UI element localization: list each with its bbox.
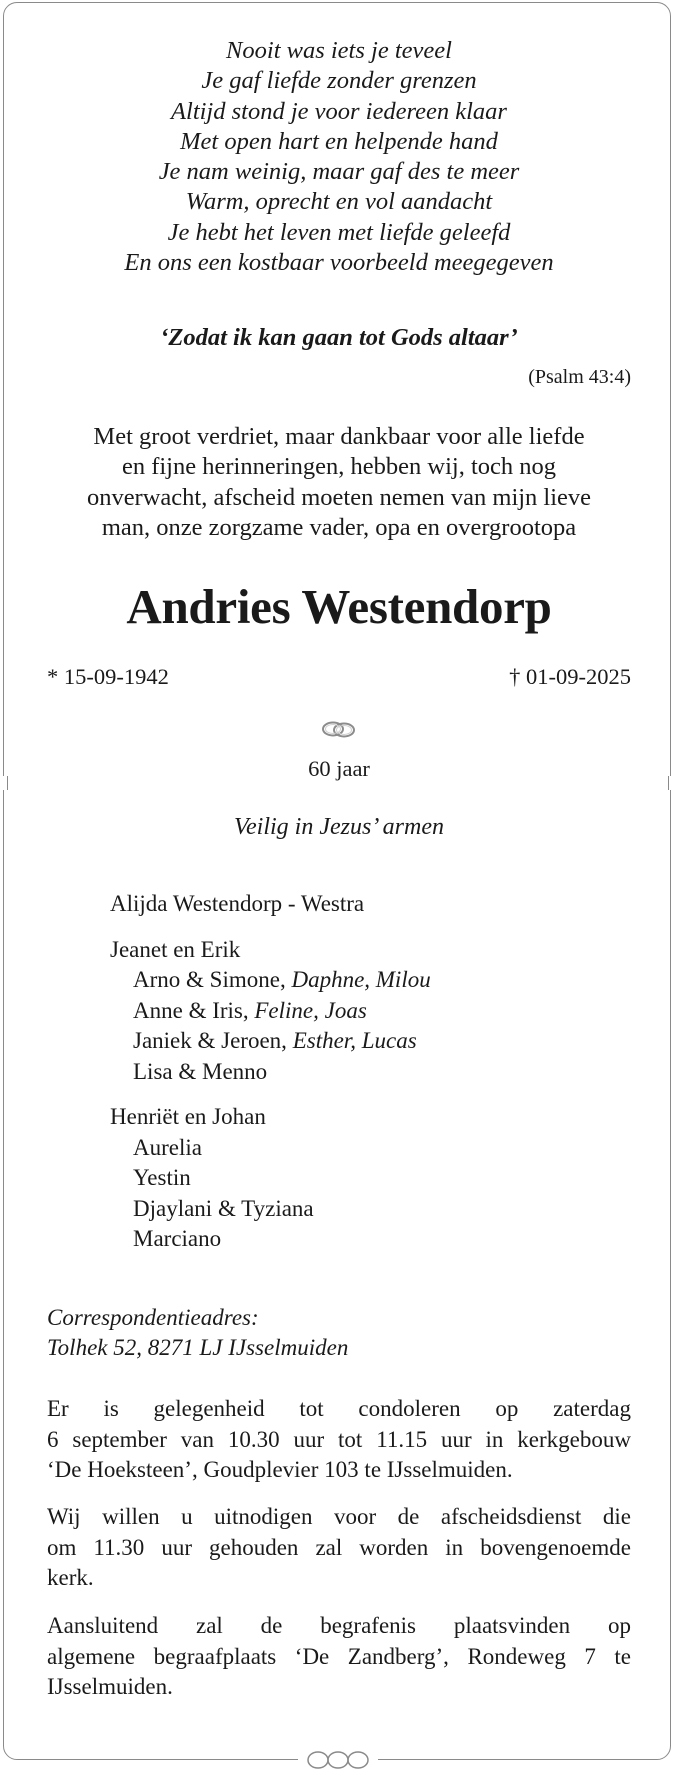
poem-line: Warm, oprecht en vol aandacht (185, 188, 493, 216)
family-list (110, 889, 431, 1255)
intro-line: man, onze zorgzame vader, opa en overgrootopa (101, 513, 577, 541)
correspondence-label: Correspondentieadres: (47, 1305, 259, 1330)
grandchild-couple: Janiek & Jeroen, (133, 1028, 293, 1053)
paragraph-line: 6 september van 10.30 uur tot 11.15 uur in kerkgebouw (47, 1426, 631, 1452)
poem-line: Je hebt het leven met liefde geleefd (167, 218, 511, 246)
intro-line: Met groot verdriet, maar dankbaar voor alle liefde (93, 423, 585, 450)
great-grandchildren: Daphne, Milou (291, 967, 431, 992)
grandchild-name: Marciano (133, 1226, 222, 1251)
wedding-rings-icon (317, 718, 361, 740)
poem-line: Je gaf liefde zonder grenzen (201, 67, 477, 95)
poem-line: Altijd stond je voor iedereen klaar (171, 97, 507, 125)
intro-line: onverwacht, afscheid moeten nemen van mijn lieve (86, 483, 592, 511)
grandchild-family (110, 996, 431, 1027)
paragraph-line: kerk. (47, 1565, 94, 1590)
poem-line: Je nam weinig, maar gaf des te meer (158, 158, 520, 186)
right-frame-notch (668, 776, 675, 790)
burial-paragraph (47, 1611, 631, 1703)
paragraph-line: om 11.30 uur gehouden zal worden in bovengenoemde (47, 1534, 631, 1560)
great-grandchildren: Esther, Lucas (292, 1028, 417, 1053)
death-date: † 01-09-2025 (509, 664, 631, 689)
faith-line: Veilig in Jezus’ armen (234, 814, 444, 840)
child-family-name: Henriët en Johan (110, 1104, 266, 1129)
grandchild-couple: Lisa & Menno (133, 1058, 268, 1084)
grandchild-couple: Anne & Iris, (133, 997, 255, 1023)
paragraph-line: Er is gelegenheid tot condoleren op zaterdag (47, 1396, 631, 1421)
poem-line: Met open hart en helpende hand (180, 127, 498, 155)
paragraph-line: IJsselmuiden. (47, 1674, 173, 1699)
spouse-name: Alijda Westendorp - Westra (110, 891, 365, 916)
years-married: 60 jaar (308, 756, 370, 781)
poem (47, 36, 631, 278)
birth-date: * 15-09-1942 (47, 664, 169, 689)
bible-quote-reference: (Psalm 43:4) (528, 366, 631, 388)
grandchild-family (110, 1026, 431, 1057)
intro-line: en fijne herinneringen, hebben wij, toch nog (121, 453, 557, 481)
grandchild-name: Aurelia (133, 1134, 202, 1160)
left-frame-notch (1, 776, 8, 790)
paragraph-line: ‘De Hoeksteen’, Goudplevier 103 te IJsselmuiden. (47, 1457, 513, 1482)
correspondence-street: Tolhek 52, 8271 LJ IJsselmuiden (47, 1335, 349, 1360)
grandchild-family (110, 1057, 431, 1088)
child-family-name: Jeanet en Erik (110, 936, 241, 962)
triple-infinity-ornament-icon (298, 1748, 378, 1772)
poem-line: En ons een kostbaar voorbeeld meegegeven (124, 249, 554, 277)
service-paragraph (47, 1502, 631, 1594)
paragraph-line: Aansluitend zal de begrafenis plaatsvinden op (47, 1613, 631, 1638)
condolence-paragraph (47, 1394, 631, 1486)
paragraph-line: Wij willen u uitnodigen voor de afscheidsdienst die (47, 1504, 631, 1529)
grandchild-couple: Arno & Simone, (133, 967, 292, 992)
deceased-name: Andries Westendorp (126, 579, 552, 634)
bible-quote: ‘Zodat ik kan gaan tot Gods altaar’ (160, 324, 518, 351)
paragraph-line: algemene begraafplaats ‘De Zandberg’, Rondeweg 7 te (47, 1643, 631, 1669)
great-grandchildren: Feline, Joas (254, 997, 367, 1023)
grandchild-name: Djaylani & Tyziana (133, 1195, 314, 1221)
grandchild-name: Yestin (133, 1165, 191, 1190)
announcement-intro (47, 422, 631, 543)
correspondence-address (47, 1303, 348, 1363)
poem-line: Nooit was iets je teveel (226, 37, 452, 64)
grandchild-family (110, 965, 431, 996)
